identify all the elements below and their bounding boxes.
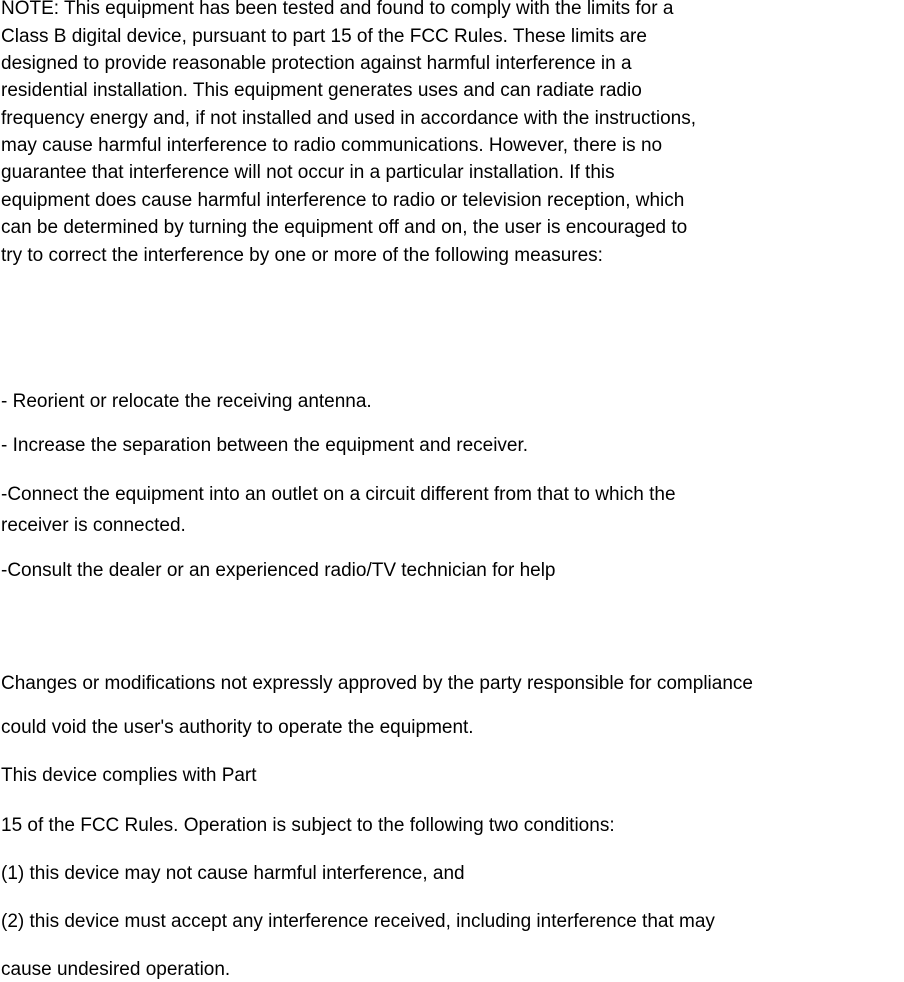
measure-item: - Increase the separation between the equipment and receiver. [1, 435, 529, 456]
notice-line: may cause harmful interference to radio communications. However, there is no [1, 135, 663, 156]
measure-item: - Reorient or relocate the receiving antenna. [1, 391, 372, 412]
warning-line: Changes or modifications not expressly approved by the party responsible for compliance [1, 673, 753, 694]
notice-line: Class B digital device, pursuant to part 15 of the FCC Rules. These limits are [1, 26, 647, 47]
notice-line: can be determined by turning the equipment off and on, the user is encouraged to [1, 217, 688, 238]
measure-item: receiver is connected. [1, 515, 186, 536]
notice-line: try to correct the interference by one or more of the following measures: [1, 245, 603, 266]
notice-line: frequency energy and, if not installed and used in accordance with the instructions, [1, 108, 696, 129]
compliance-line: (2) this device must accept any interference received, including interference that may [1, 911, 715, 932]
notice-line: NOTE: This equipment has been tested and found to comply with the limits for a [1, 0, 674, 19]
warning-line: could void the user's authority to operate the equipment. [1, 717, 474, 738]
notice-line: guarantee that interference will not occur in a particular installation. If this [1, 162, 615, 183]
notice-line: designed to provide reasonable protection against harmful interference in a [1, 53, 632, 74]
measure-item: -Connect the equipment into an outlet on a circuit different from that to which the [1, 484, 676, 505]
compliance-line: (1) this device may not cause harmful interference, and [1, 863, 465, 884]
compliance-line: cause undesired operation. [1, 959, 231, 980]
notice-line: residential installation. This equipment generates uses and can radiate radio [1, 80, 642, 101]
notice-line: equipment does cause harmful interference to radio or television reception, which [1, 190, 685, 211]
measure-item: -Consult the dealer or an experienced radio/TV technician for help [1, 560, 556, 581]
compliance-line: 15 of the FCC Rules. Operation is subject to the following two conditions: [1, 815, 615, 836]
compliance-line: This device complies with Part [1, 765, 257, 786]
